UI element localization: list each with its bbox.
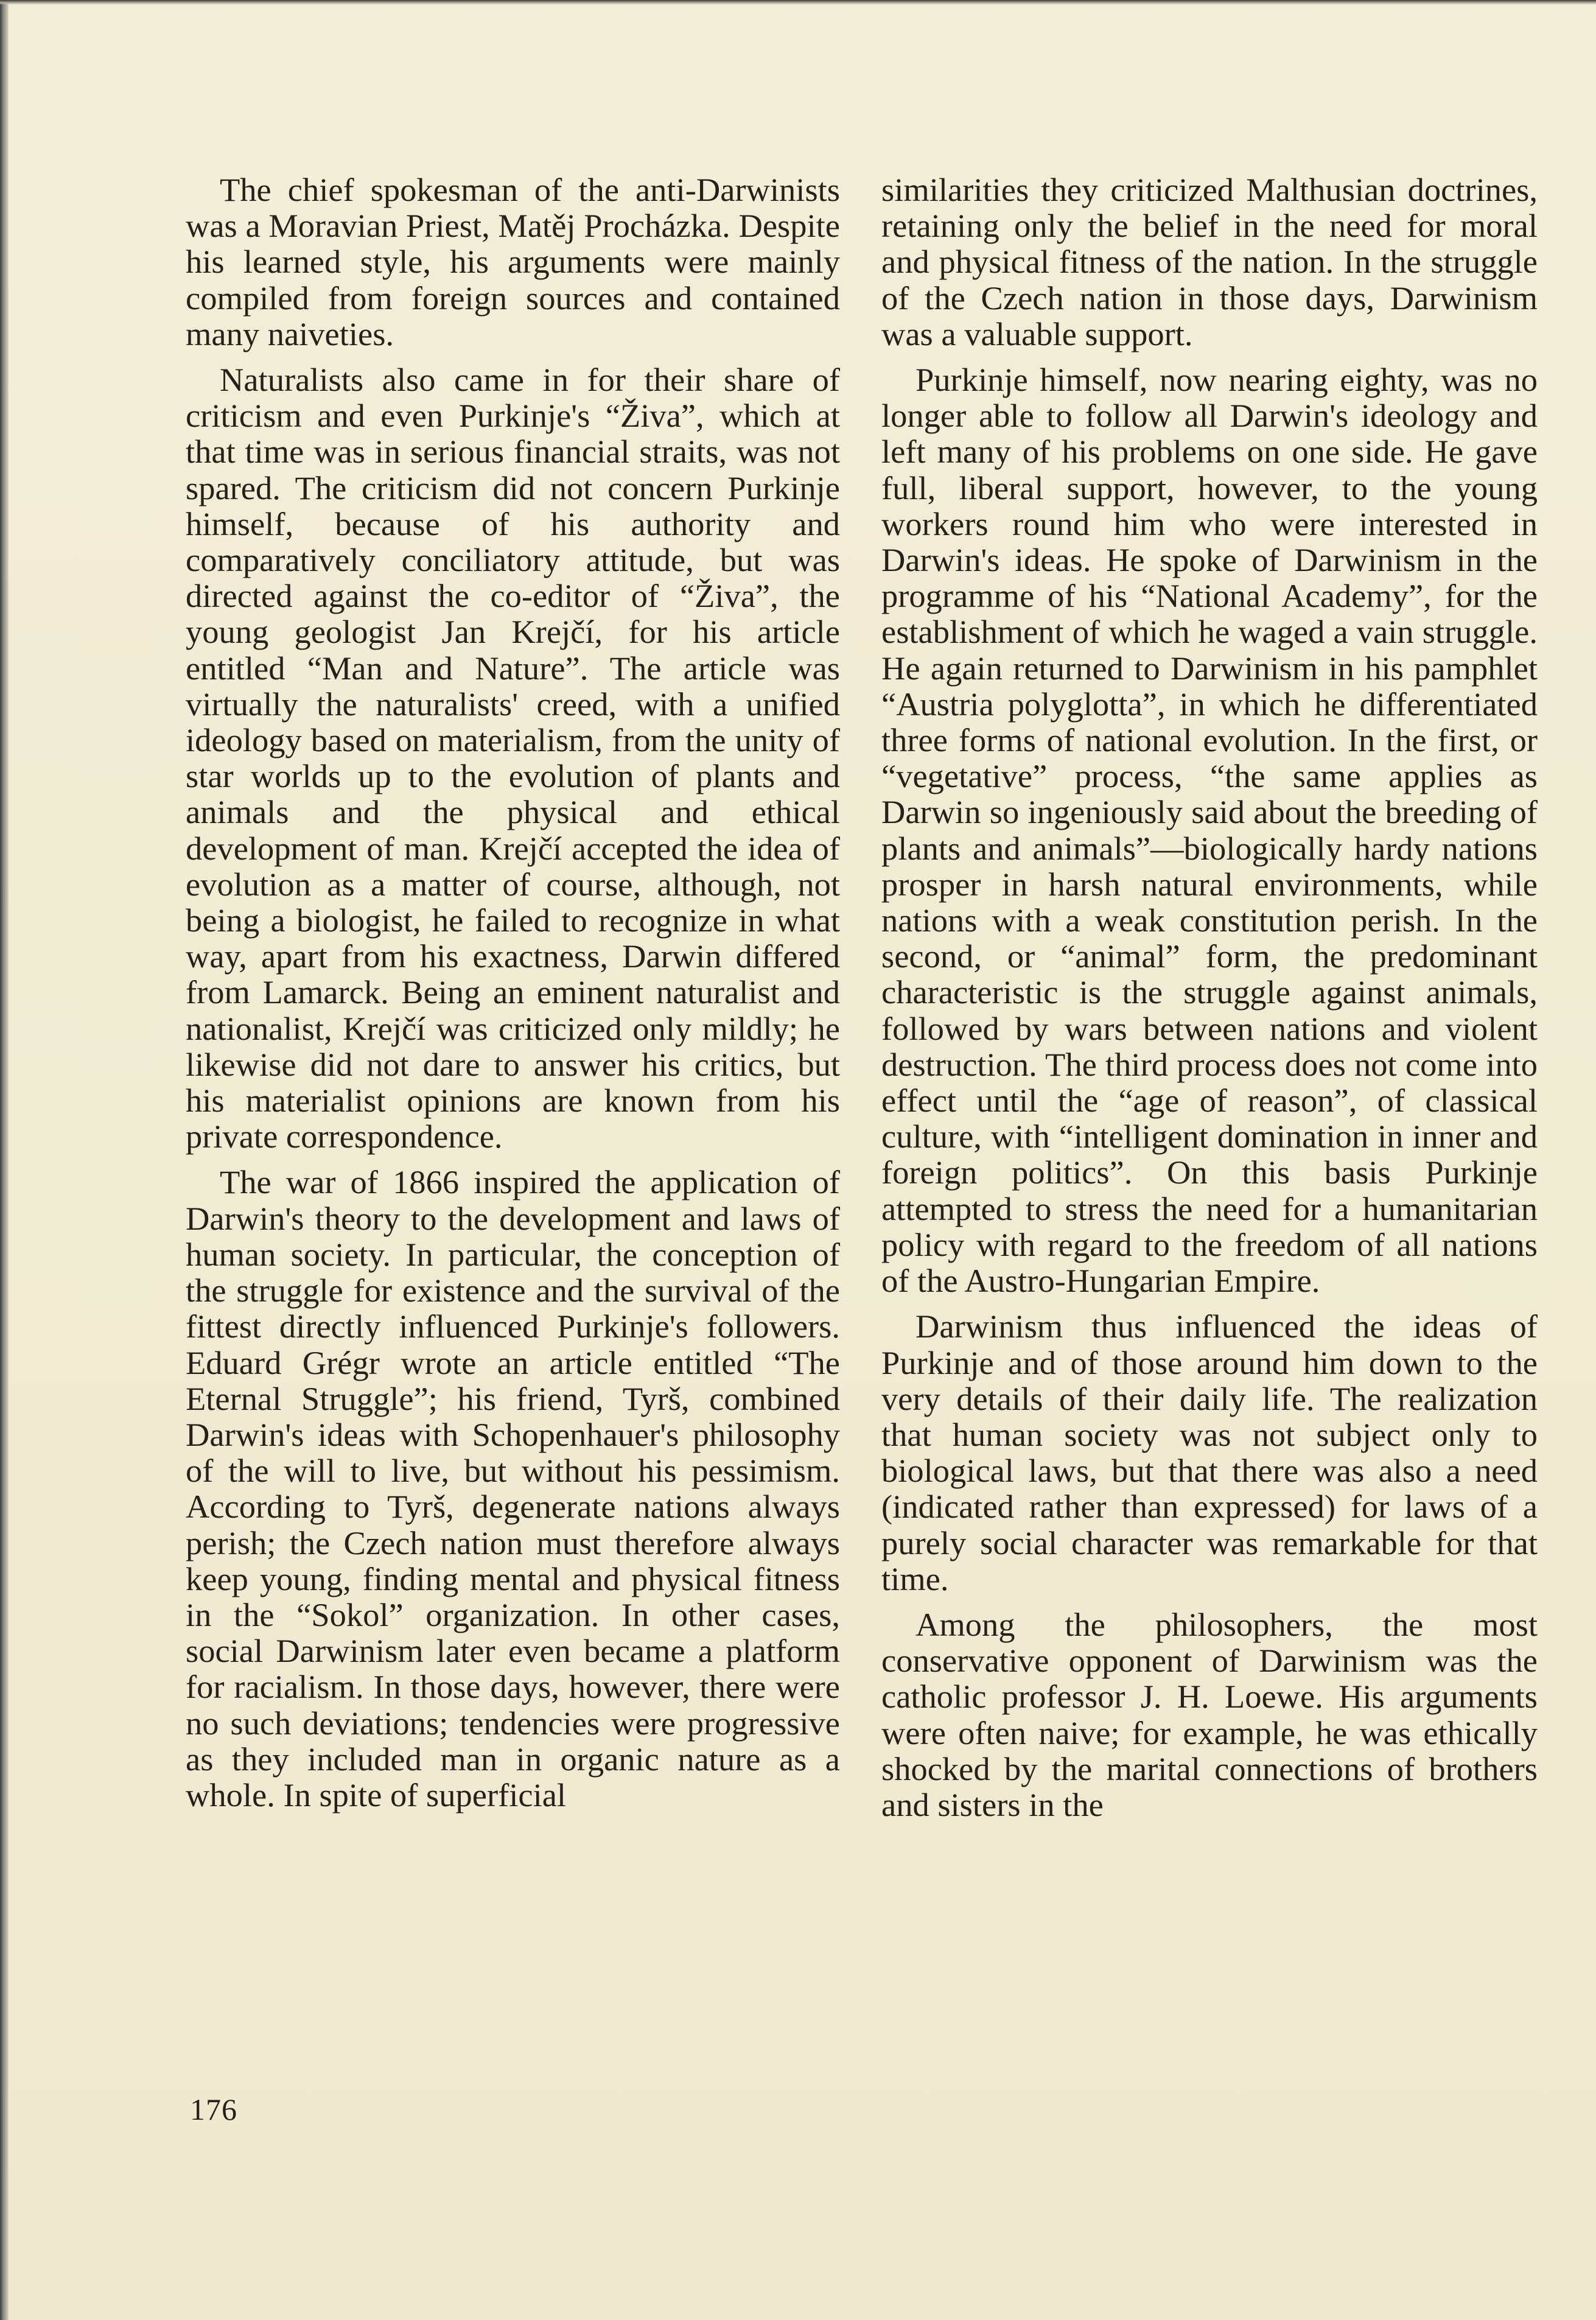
right-paragraph-3: Darwinism thus influenced the ideas of Purkinje and of those around him down to the very details of their daily life. The realization that human society was not subject only to biological laws, but that there was also a need (indicated rather than expressed) for laws of a purely social character was remarkable for that time.: [881, 1308, 1538, 1597]
left-paragraph-3: The war of 1866 inspired the application of Darwin's theory to the development and laws of human society. In particular, the conception of the struggle for existence and the survival of the fittest directly influenced Purkinje's followers. Eduard Grégr wrote an article entitled “The Eternal Struggle”; his friend, Tyrš, combined Darwin's ideas with Schopenhauer's philosophy of the will to live, but without his pessimism. According to Tyrš, degenerate nations always perish; the Czech nation must therefore always keep young, finding mental and physical fitness in the “Sokol” organization. In other cases, social Darwinism later even became a platform for racialism. In those days, however, there were no such deviations; tendencies were progressive as they included man in organic nature as a whole. In spite of superficial: [186, 1163, 840, 1814]
left-paragraph-1: The chief spokesman of the anti-Darwinists was a Moravian Priest, Matěj Procházka. Despite his learned style, his arguments were mainly compiled from foreign sources and contained many naiveties.: [186, 171, 840, 352]
left-paragraph-2: Naturalists also came in for their share of criticism and even Purkinje's “Živa”, which at that time was in serious financial straits, was not spared. The criticism did not concern Purkinje himself, because of his authority and comparatively conciliatory attitude, but was directed against the co-editor of “Živa”, the young geologist Jan Krejčí, for his article entitled “Man and Nature”. The article was virtually the naturalists' creed, with a unified ideology based on materialism, from the unity of star worlds up to the evolution of plants and animals and the physical and ethical development of man. Krejčí accepted the idea of evolution as a matter of course, although, not being a biologist, he failed to recognize in what way, apart from his exactness, Darwin differed from Lamarck. Being an eminent naturalist and nationalist, Krejčí was criticized only mildly; he likewise did not dare to answer his critics, but his materialist opinions are known from his private correspondence.: [186, 361, 840, 1155]
right-paragraph-2: Purkinje himself, now nearing eighty, was no longer able to follow all Darwin's ideology and left many of his problems on one side. He gave full, liberal support, however, to the young workers round him who were interested in Darwin's ideas. He spoke of Darwinism in the programme of his “National Academy”, for the establishment of which he waged a vain struggle. He again returned to Darwinism in his pamphlet “Austria polyglotta”, in which he differentiated three forms of national evolution. In the first, or “vegetative” process, “the same applies as Darwin so ingeniously said about the breeding of plants and animals”—biologically hardy nations prosper in harsh natural environments, while nations with a weak constitution perish. In the second, or “animal” form, the predominant characteristic is the struggle against animals, followed by wars between nations and violent destruction. The third process does not come into effect until the “age of reason”, of classical culture, with “intelligent domination in inner and foreign politics”. On this basis Purkinje attempted to stress the need for a humanitarian policy with regard to the freedom of all nations of the Austro-Hungarian Empire.: [881, 361, 1538, 1300]
page-top-edge: [0, 0, 1596, 5]
right-text-column: [881, 172, 1538, 1832]
left-text-column: [186, 172, 840, 1823]
page-binding-edge: [0, 0, 9, 2320]
right-paragraph-4: Among the philosophers, the most conservative opponent of Darwinism was the catholic professor J. H. Loewe. His arguments were often naive; for example, he was ethically shocked by the marital connections of brothers and sisters in the: [881, 1605, 1538, 1823]
right-paragraph-1: similarities they criticized Malthusian doctrines, retaining only the belief in the need for moral and physical fitness of the nation. In the struggle of the Czech nation in those days, Darwinism was a valuable support.: [881, 171, 1538, 352]
page-number: 176: [190, 2092, 237, 2126]
